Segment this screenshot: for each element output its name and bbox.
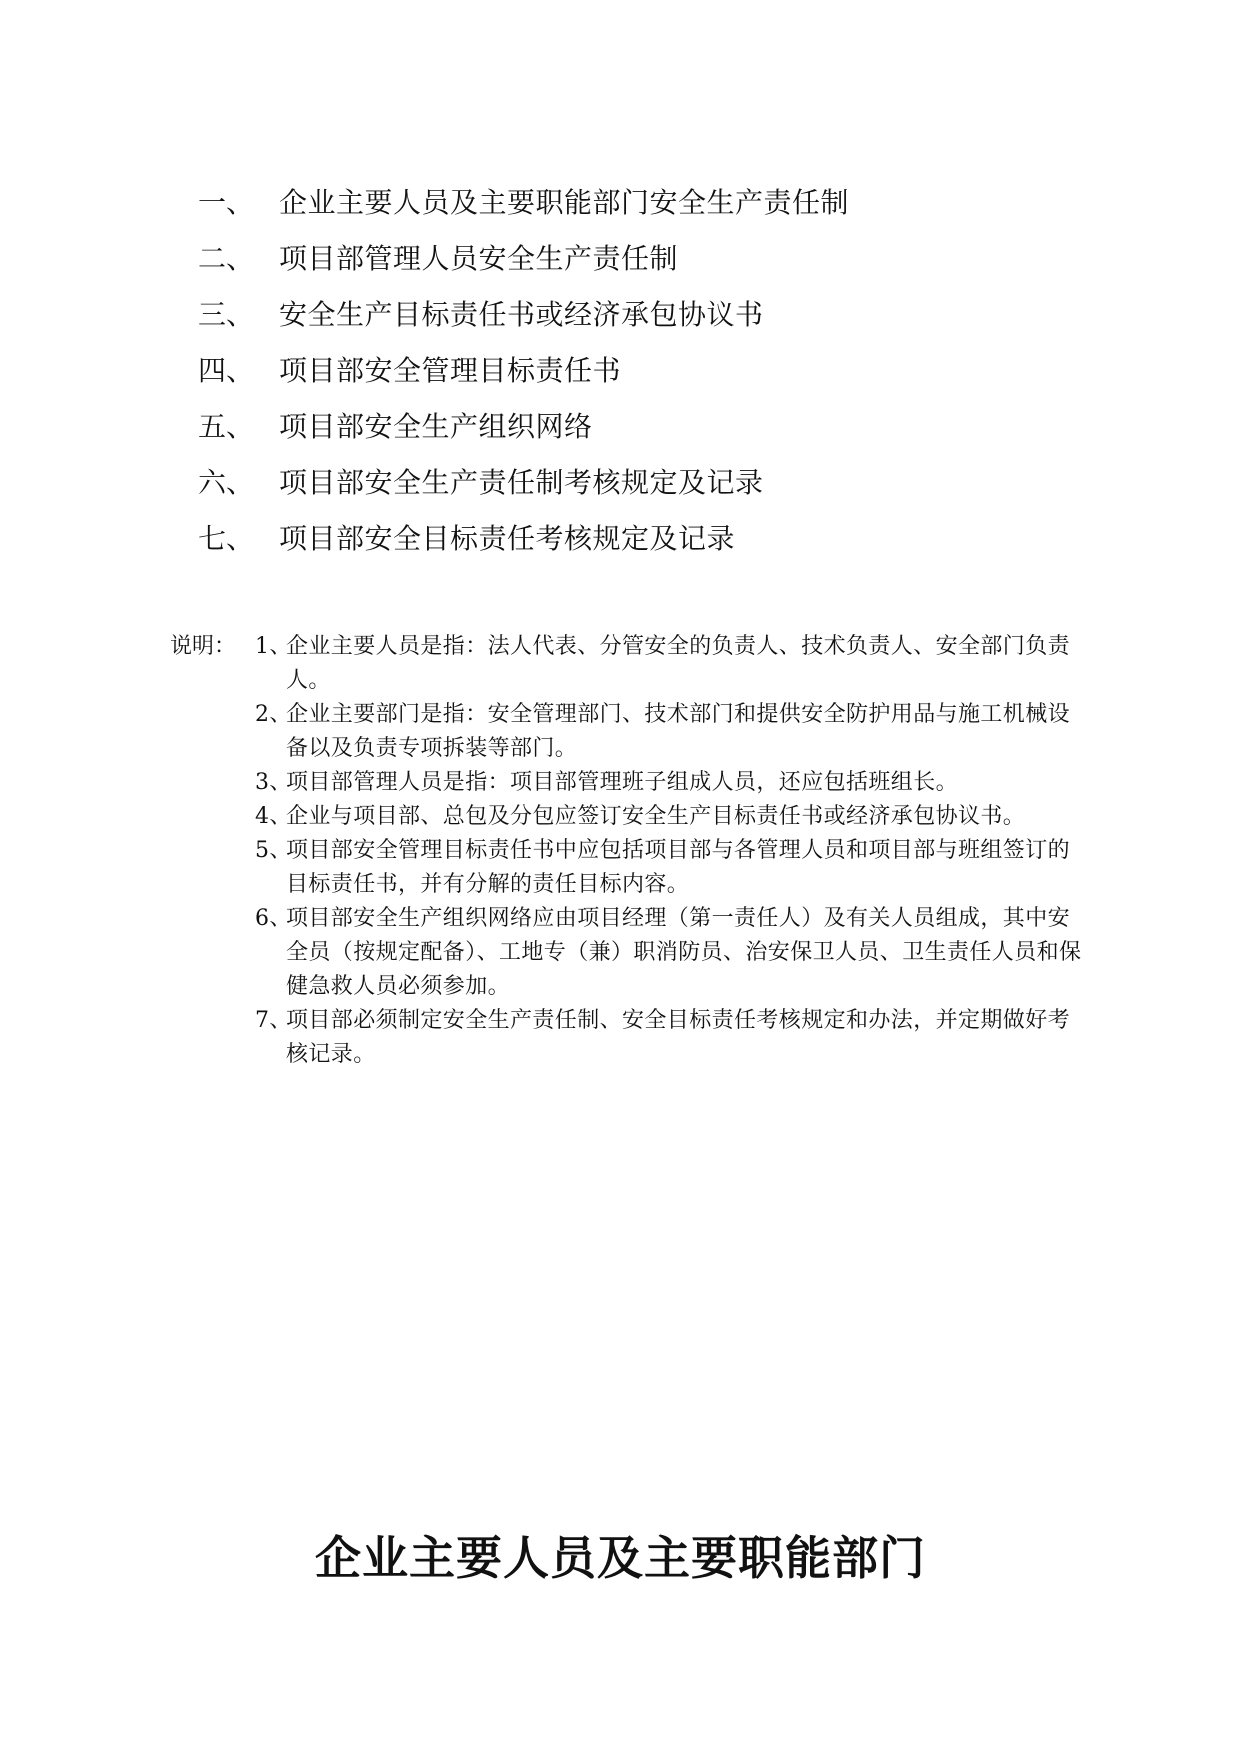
toc-item	[0, 407, 1241, 463]
note-number: 7、	[255, 1008, 292, 1033]
section-title: 企业主要人员及主要职能部门	[315, 1531, 926, 1585]
note-number: 6、	[255, 906, 292, 931]
toc-number: 四、	[197, 354, 254, 387]
toc-number: 七、	[197, 522, 254, 555]
note-item	[170, 766, 1090, 800]
toc-item	[0, 239, 1241, 295]
note-item	[170, 1004, 1090, 1072]
notes-section	[170, 630, 1090, 1072]
note-text: 企业与项目部、总包及分包应签订安全生产目标责任书或经济承包协议书。	[286, 804, 1026, 829]
note-number: 4、	[255, 804, 292, 829]
toc-text: 项目部安全生产责任制考核规定及记录	[279, 466, 764, 499]
toc-item	[0, 183, 1241, 239]
notes-label: 说明：	[170, 634, 237, 659]
toc-text: 项目部安全管理目标责任书	[279, 354, 622, 387]
note-text: 项目部安全生产组织网络应由项目经理（第一责任人）及有关人员组成，其中安全员（按规定配备）、工地专（兼）职消防员、治安保卫人员、卫生责任人员和保健急救人员必须参加。	[286, 906, 1082, 999]
toc-number: 六、	[197, 466, 254, 499]
toc-item	[0, 351, 1241, 407]
note-text: 项目部管理人员是指：项目部管理班子组成人员，还应包括班组长。	[286, 770, 959, 795]
toc-number: 一、	[197, 186, 254, 219]
toc-text: 项目部管理人员安全生产责任制	[279, 242, 679, 275]
note-number: 3、	[255, 770, 292, 795]
note-item	[170, 630, 1090, 698]
toc-number: 五、	[197, 410, 254, 443]
toc-item	[0, 463, 1241, 519]
note-number: 5、	[255, 838, 292, 863]
note-item	[170, 698, 1090, 766]
toc-text: 项目部安全生产组织网络	[279, 410, 593, 443]
toc-text: 项目部安全目标责任考核规定及记录	[279, 522, 736, 555]
note-item	[170, 834, 1090, 902]
note-text: 企业主要部门是指：安全管理部门、技术部门和提供安全防护用品与施工机械设备以及负责专项拆装等部门。	[286, 702, 1071, 761]
note-text: 项目部必须制定安全生产责任制、安全目标责任考核规定和办法，并定期做好考核记录。	[286, 1008, 1071, 1067]
toc-number: 三、	[197, 298, 254, 331]
note-item	[170, 902, 1090, 1004]
note-number: 2、	[255, 702, 292, 727]
toc-item	[0, 519, 1241, 575]
note-number: 1、	[255, 634, 292, 659]
toc-text: 企业主要人员及主要职能部门安全生产责任制	[279, 186, 850, 219]
toc-text: 安全生产目标责任书或经济承包协议书	[279, 298, 764, 331]
toc-item	[0, 295, 1241, 351]
note-text: 项目部安全管理目标责任书中应包括项目部与各管理人员和项目部与班组签订的目标责任书，并有分解的责任目标内容。	[286, 838, 1071, 897]
toc-number: 二、	[197, 242, 254, 275]
note-text: 企业主要人员是指：法人代表、分管安全的负责人、技术负责人、安全部门负责人。	[286, 634, 1071, 693]
table-of-contents	[0, 183, 1241, 575]
note-item	[170, 800, 1090, 834]
